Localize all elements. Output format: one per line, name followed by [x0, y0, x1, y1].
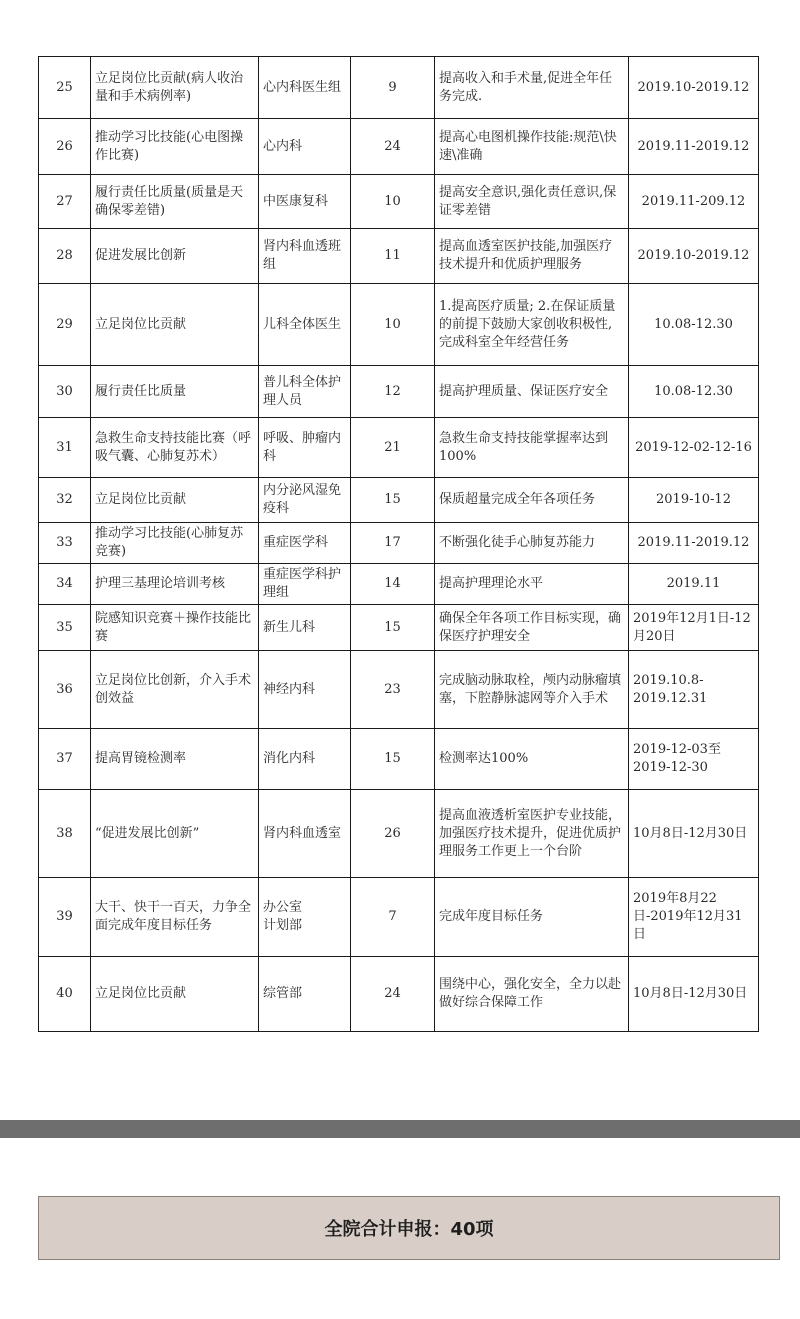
activity-goal: 提高心电图机操作技能:规范\快速\准确 — [435, 119, 629, 175]
activity-goal: 提高安全意识,强化责任意识,保证零差错 — [435, 175, 629, 229]
row-number: 30 — [39, 366, 91, 418]
activity-name: 立足岗位比创新，介入手术创效益 — [91, 651, 259, 729]
row-number: 40 — [39, 957, 91, 1032]
row-number: 25 — [39, 57, 91, 119]
table-row — [39, 57, 759, 119]
participant-count: 9 — [351, 57, 435, 119]
table-row — [39, 605, 759, 651]
activity-goal: 完成年度目标任务 — [435, 878, 629, 957]
row-number: 26 — [39, 119, 91, 175]
total-summary-box — [38, 1196, 780, 1260]
row-number: 33 — [39, 523, 91, 564]
activity-name: 履行责任比质量 — [91, 366, 259, 418]
participant-count: 10 — [351, 175, 435, 229]
row-number: 31 — [39, 418, 91, 478]
row-number: 35 — [39, 605, 91, 651]
department: 肾内科血透室 — [259, 790, 351, 878]
department: 呼吸、肿瘤内科 — [259, 418, 351, 478]
activity-name: 履行责任比质量(质量是天 确保零差错) — [91, 175, 259, 229]
participant-count: 17 — [351, 523, 435, 564]
activity-date: 2019年8月22日-2019年12月31日 — [629, 878, 759, 957]
activity-table-wrap — [38, 56, 758, 1032]
department: 普儿科全体护理人员 — [259, 366, 351, 418]
activity-date: 2019.11-209.12 — [629, 175, 759, 229]
activity-goal: 确保全年各项工作目标实现，确保医疗护理安全 — [435, 605, 629, 651]
department: 神经内科 — [259, 651, 351, 729]
row-number: 37 — [39, 729, 91, 790]
participant-count: 24 — [351, 119, 435, 175]
participant-count: 24 — [351, 957, 435, 1032]
department: 重症医学科 — [259, 523, 351, 564]
activity-name: 立足岗位比贡献 — [91, 957, 259, 1032]
department: 办公室 计划部 — [259, 878, 351, 957]
row-number: 28 — [39, 229, 91, 284]
participant-count: 15 — [351, 478, 435, 523]
activity-name: 推动学习比技能(心肺复苏竞赛) — [91, 523, 259, 564]
row-number: 27 — [39, 175, 91, 229]
table-row — [39, 957, 759, 1032]
participant-count: 12 — [351, 366, 435, 418]
total-summary-text: 全院合计申报：40项 — [324, 1219, 494, 1240]
department: 综管部 — [259, 957, 351, 1032]
activity-date: 2019-12-02-12-16 — [629, 418, 759, 478]
participant-count: 10 — [351, 284, 435, 366]
table-row — [39, 119, 759, 175]
activity-goal: 提高护理质量、保证医疗安全 — [435, 366, 629, 418]
department: 心内科医生组 — [259, 57, 351, 119]
participant-count: 23 — [351, 651, 435, 729]
activity-goal: 提高收入和手术量,促进全年任务完成. — [435, 57, 629, 119]
activity-date: 2019.10.8-2019.12.31 — [629, 651, 759, 729]
activity-goal: 急救生命支持技能掌握率达到100% — [435, 418, 629, 478]
activity-goal: 提高血透室医护技能,加强医疗技术提升和优质护理服务 — [435, 229, 629, 284]
department: 重症医学科护理组 — [259, 564, 351, 605]
activity-name: 提高胃镜检测率 — [91, 729, 259, 790]
table-row — [39, 175, 759, 229]
activity-date: 2019.11-2019.12 — [629, 119, 759, 175]
activity-name: “促进发展比创新” — [91, 790, 259, 878]
activity-name: 立足岗位比贡献(病人收治量和手术病例率) — [91, 57, 259, 119]
activity-goal: 不断强化徒手心肺复苏能力 — [435, 523, 629, 564]
table-row — [39, 366, 759, 418]
department: 新生儿科 — [259, 605, 351, 651]
row-number: 39 — [39, 878, 91, 957]
participant-count: 11 — [351, 229, 435, 284]
activity-name: 急救生命支持技能比赛（呼吸气囊、心肺复苏术） — [91, 418, 259, 478]
table-row — [39, 229, 759, 284]
activity-date: 10月8日-12月30日 — [629, 957, 759, 1032]
participant-count: 7 — [351, 878, 435, 957]
department: 肾内科血透班组 — [259, 229, 351, 284]
activity-name: 促进发展比创新 — [91, 229, 259, 284]
table-row — [39, 729, 759, 790]
table-row — [39, 564, 759, 605]
table-row — [39, 651, 759, 729]
activity-date: 10.08-12.30 — [629, 366, 759, 418]
activity-goal: 提高护理理论水平 — [435, 564, 629, 605]
activity-name: 大干、快干一百天，力争全面完成年度目标任务 — [91, 878, 259, 957]
activity-goal: 提高血液透析室医护专业技能，加强医疗技术提升，促进优质护理服务工作更上一个台阶 — [435, 790, 629, 878]
participant-count: 15 — [351, 729, 435, 790]
table-row — [39, 284, 759, 366]
row-number: 36 — [39, 651, 91, 729]
row-number: 29 — [39, 284, 91, 366]
activity-date: 2019-10-12 — [629, 478, 759, 523]
department: 儿科全体医生 — [259, 284, 351, 366]
activity-name: 院感知识竞赛＋操作技能比赛 — [91, 605, 259, 651]
activity-date: 2019-12-03至2019-12-30 — [629, 729, 759, 790]
department: 心内科 — [259, 119, 351, 175]
activity-date: 2019.10-2019.12 — [629, 229, 759, 284]
table-row — [39, 790, 759, 878]
participant-count: 15 — [351, 605, 435, 651]
participant-count: 26 — [351, 790, 435, 878]
activity-goal: 检测率达100% — [435, 729, 629, 790]
row-number: 32 — [39, 478, 91, 523]
department: 中医康复科 — [259, 175, 351, 229]
participant-count: 14 — [351, 564, 435, 605]
activity-date: 10.08-12.30 — [629, 284, 759, 366]
table-row — [39, 418, 759, 478]
table-row — [39, 523, 759, 564]
table-row — [39, 478, 759, 523]
activity-table — [38, 56, 759, 1032]
department: 消化内科 — [259, 729, 351, 790]
activity-date: 2019.11 — [629, 564, 759, 605]
activity-name: 立足岗位比贡献 — [91, 478, 259, 523]
table-row — [39, 878, 759, 957]
row-number: 34 — [39, 564, 91, 605]
activity-date: 2019.11-2019.12 — [629, 523, 759, 564]
activity-date: 10月8日-12月30日 — [629, 790, 759, 878]
activity-date: 2019年12月1日-12月20日 — [629, 605, 759, 651]
row-number: 38 — [39, 790, 91, 878]
activity-name: 推动学习比技能(心电图操作比赛) — [91, 119, 259, 175]
page-divider — [0, 1120, 800, 1138]
activity-goal: 完成脑动脉取栓，颅内动脉瘤填塞，下腔静脉滤网等介入手术 — [435, 651, 629, 729]
activity-goal: 1.提高医疗质量; 2.在保证质量的前提下鼓励大家创收积极性, 完成科室全年经营任务 — [435, 284, 629, 366]
department: 内分泌风湿免疫科 — [259, 478, 351, 523]
activity-goal: 围绕中心，强化安全，全力以赴做好综合保障工作 — [435, 957, 629, 1032]
participant-count: 21 — [351, 418, 435, 478]
activity-goal: 保质超量完成全年各项任务 — [435, 478, 629, 523]
activity-name: 立足岗位比贡献 — [91, 284, 259, 366]
activity-name: 护理三基理论培训考核 — [91, 564, 259, 605]
activity-date: 2019.10-2019.12 — [629, 57, 759, 119]
